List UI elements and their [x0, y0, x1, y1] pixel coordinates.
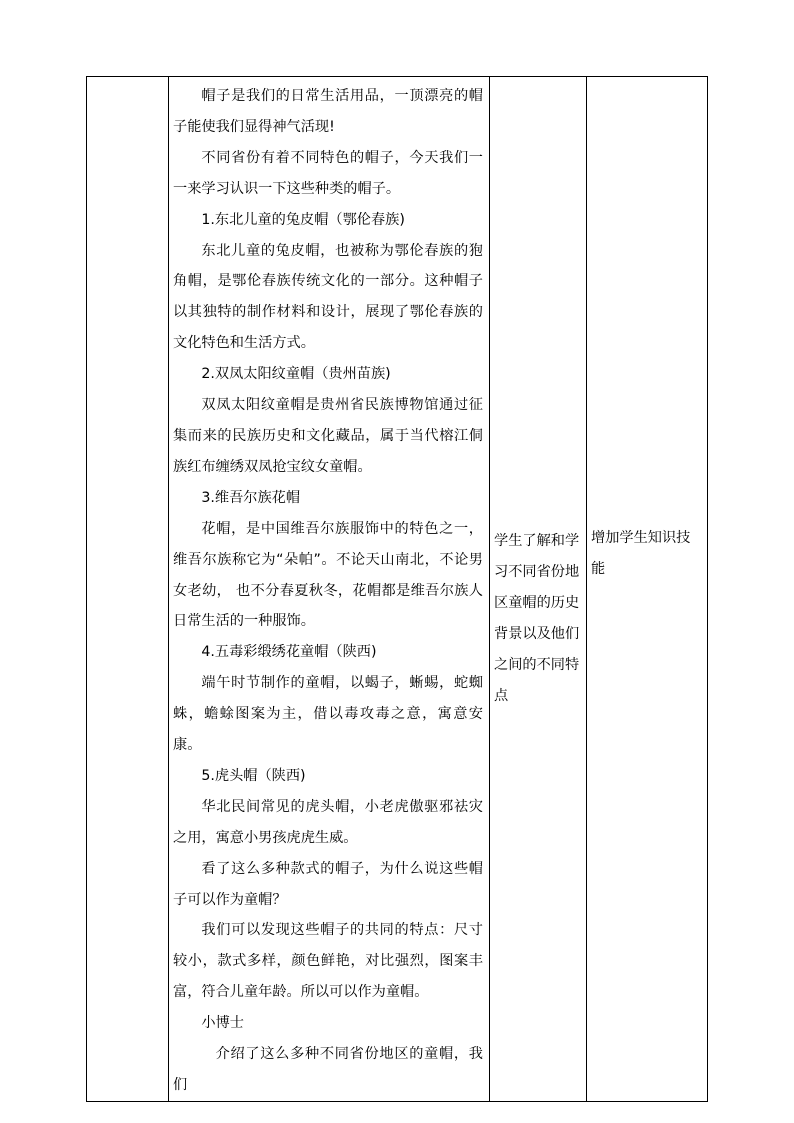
heading-item-3: 3.维吾尔族花帽	[201, 489, 301, 506]
heading-item-5: 5.虎头帽（陕西)	[201, 767, 306, 784]
paragraph-question: 看了这么多种款式的帽子，为什么说这些帽子可以作为童帽？	[173, 860, 483, 908]
paragraph-intro: 帽子是我们的日常生活用品，一顶漂亮的帽子能使我们显得神气活现!	[173, 88, 483, 135]
heading-item-4: 4.五毒彩缎绣花童帽（陕西)	[201, 644, 377, 661]
paragraph-item-5: 华北民间常见的虎头帽，小老虎傲驱邪祛灾之用，寓意小男孩虎虎生威。	[173, 798, 483, 846]
student-activity-text: 学生了解和学习不同省份地区童帽的历史背景以及他们之间的不同特点	[494, 533, 580, 704]
paragraph-item-2: 双凤太阳纹童帽是贵州省民族博物馆通过征集而来的民族历史和文化藏品，属于当代榕江侗族红布缠绣双凤抢宝纹女童帽。	[173, 397, 483, 475]
design-intent-cell	[587, 77, 708, 1102]
lesson-plan-table	[86, 76, 708, 1102]
paragraph-little-doctor: 介绍了这么多种不同省份地区的童帽，我们	[173, 1046, 483, 1093]
paragraph-item-4: 端午时节制作的童帽，以蝎子，蜥蜴，蛇蜘蛛，蟾蜍图案为主，借以毒攻毒之意，寓意安康。	[173, 675, 483, 754]
teaching-content-cell	[169, 77, 490, 1102]
heading-item-1: 1.东北儿童的兔皮帽（鄂伦春族)	[201, 211, 405, 228]
paragraph-overview: 不同省份有着不同特色的帽子，今天我们一一来学习认识一下这些种类的帽子。	[173, 149, 483, 197]
paragraph-item-1: 东北儿童的兔皮帽，也被称为鄂伦春族的狍角帽，是鄂伦春族传统文化的一部分。这种帽子以其独特的制作材料和设计，展现了鄂伦春族的文化特色和生活方式。	[173, 242, 483, 352]
design-intent-text: 增加学生知识技能	[591, 529, 691, 577]
heading-item-2: 2.双凤太阳纹童帽（贵州苗族)	[201, 366, 391, 383]
heading-little-doctor: 小博士	[201, 1015, 244, 1032]
paragraph-answer: 我们可以发现这些帽子的共同的特点：尺寸较小，款式多样，颜色鲜艳，对比强烈，图案丰富，符合儿童年龄。所以可以作为童帽。	[173, 922, 483, 1001]
student-activity-cell	[490, 77, 587, 1102]
empty-phase-cell	[87, 77, 169, 1102]
paragraph-item-3: 花帽，是中国维吾尔族服饰中的特色之一，维吾尔族称它为“朵帕”。不论天山南北，不论男女老幼， 也不分春夏秋冬，花帽都是维吾尔族人日常生活的一种服饰。	[173, 520, 483, 630]
table-row	[87, 77, 708, 1102]
